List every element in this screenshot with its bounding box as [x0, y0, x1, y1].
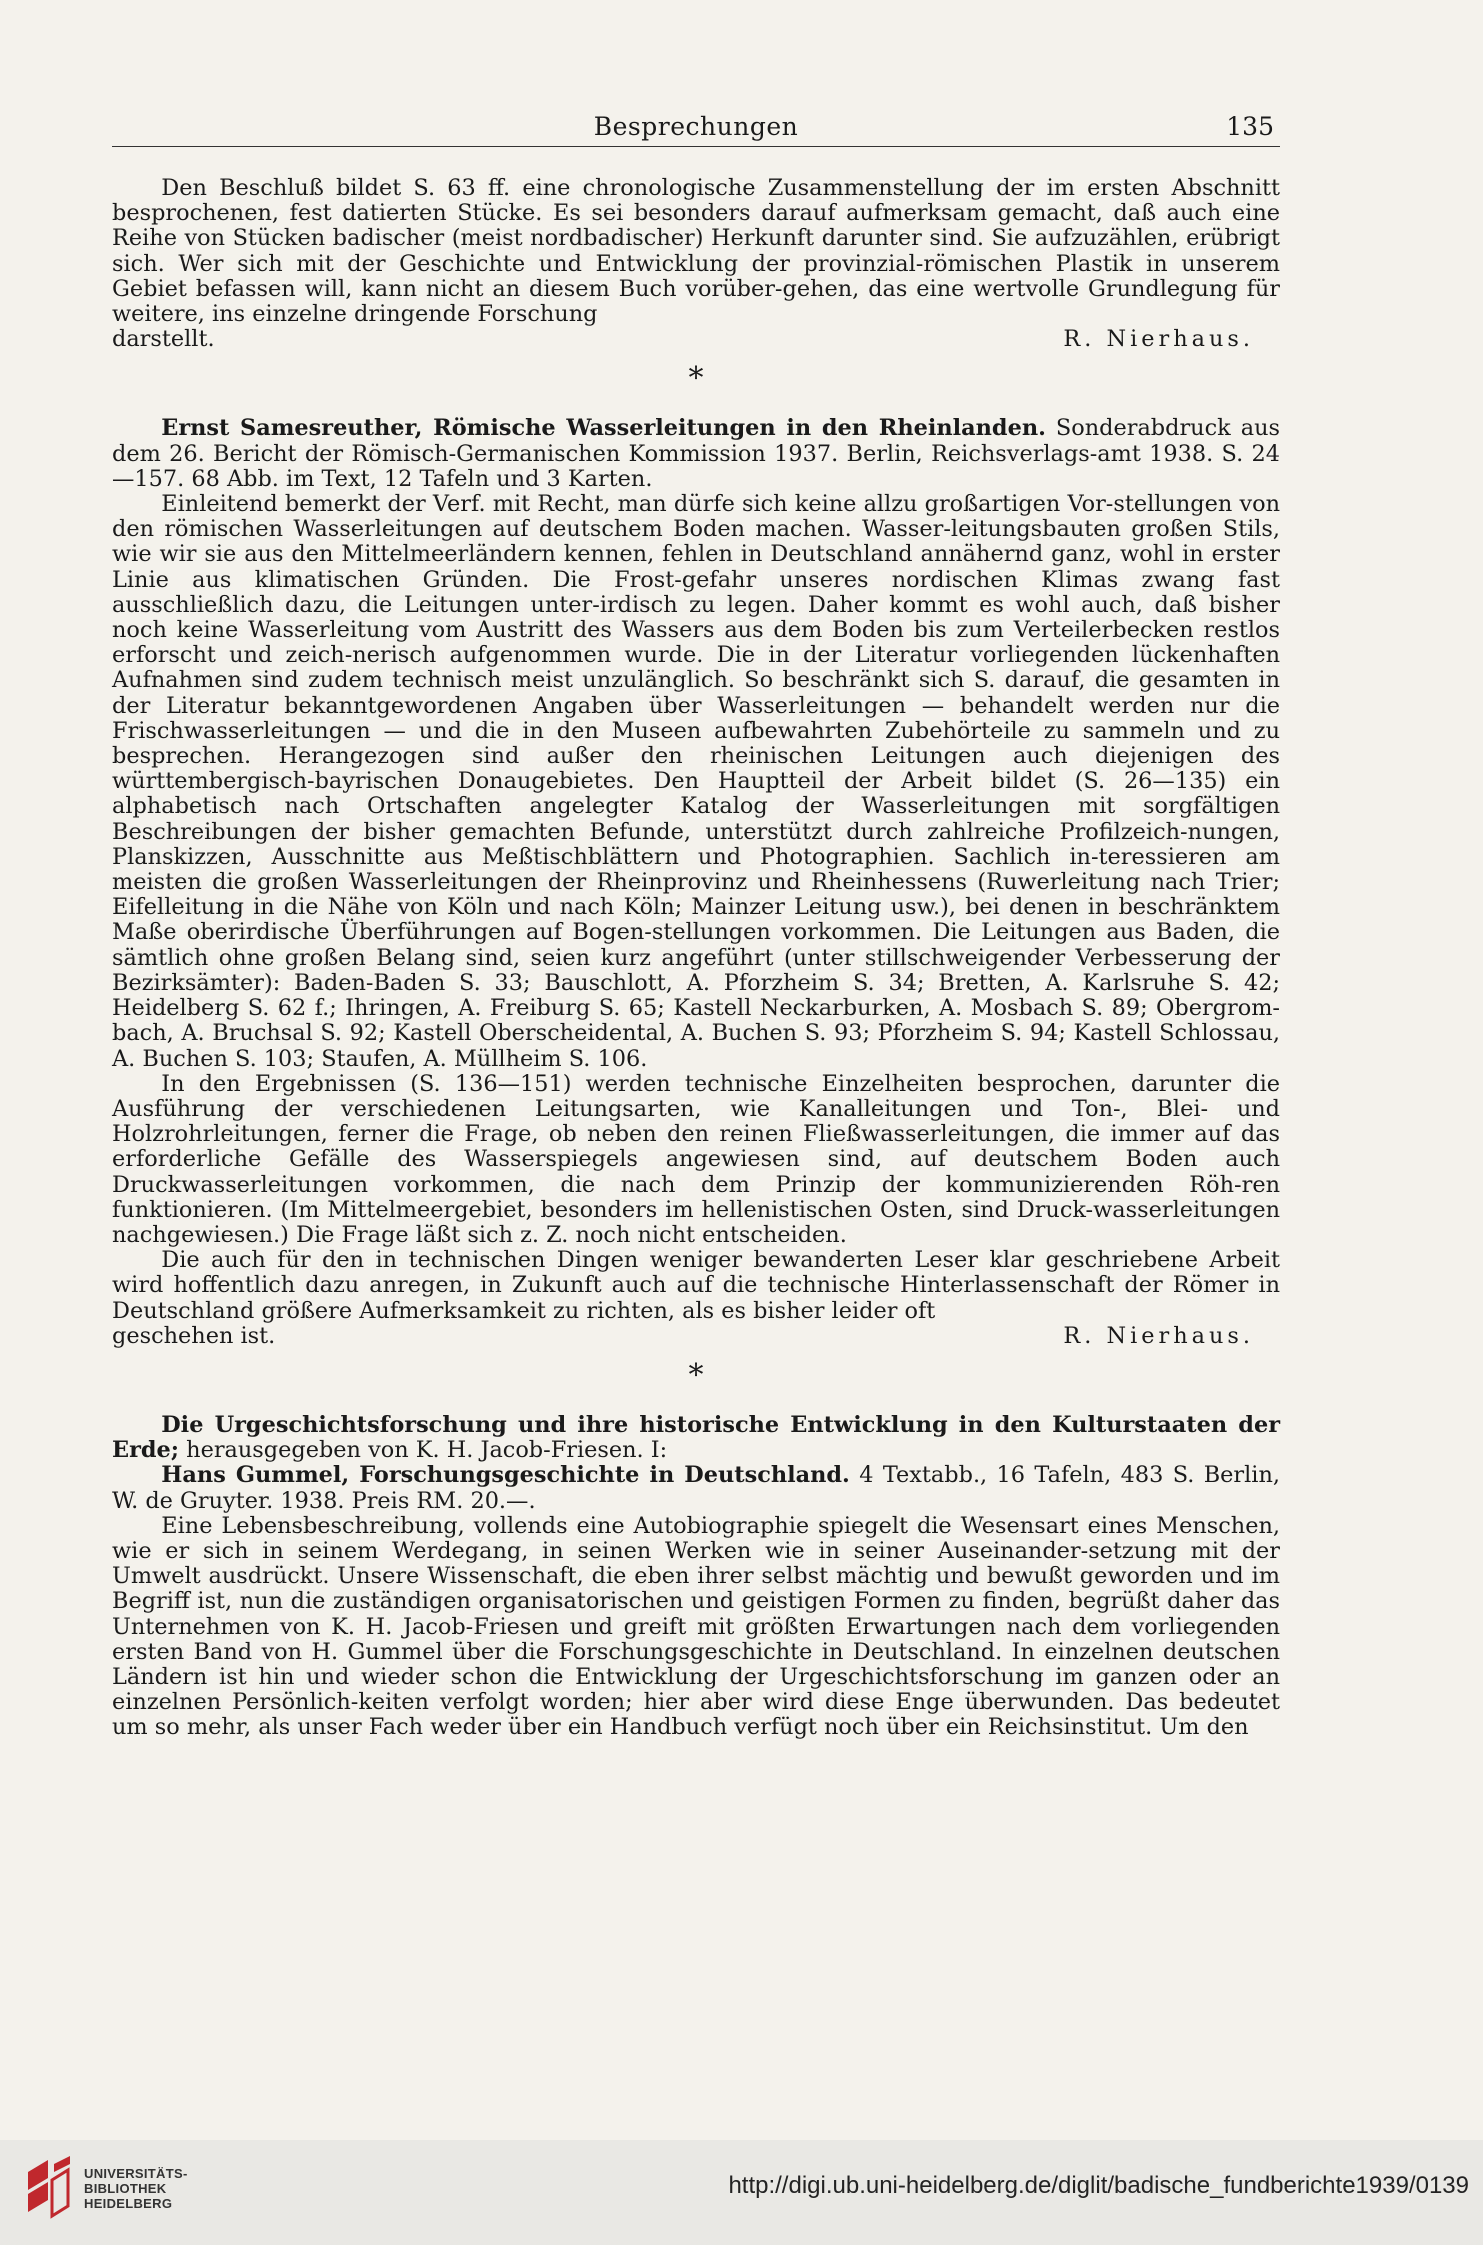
volume-title: Hans Gummel, Forschungsgeschichte in Deutschland.: [161, 1462, 850, 1489]
footer-bar: [0, 2140, 1483, 2245]
running-title: Besprechungen: [593, 112, 799, 141]
reviewer-signature: R. Nierhaus.: [1063, 1322, 1254, 1349]
reviewer-signature: R. Nierhaus.: [1063, 326, 1254, 353]
library-name-line: BIBLIOTHEK: [84, 2181, 167, 2196]
page-header: [112, 112, 1280, 147]
paragraph-last-line: geschehen ist.: [112, 1322, 276, 1349]
review-paragraph: Einleitend bemerkt der Verf. mit Recht, man dürfe sich keine allzu großartigen Vor-stellungen von den römischen Wasserleitungen auf deutschem Boden machen. Wasser-leitungsbauten großen Stils, wie wir sie aus den Mittelmeerländern kennen, fehlen in Deutschland annähernd ganz, wohl in erster Linie aus klimatischen Gründen. Die Frost-gefahr unseres nordischen Klimas zwang fast ausschließlich dazu, die Leitungen unter-irdisch zu legen. Daher kommt es wohl auch, daß bisher noch keine Wasserleitung vom Austritt des Wassers aus dem Boden bis zum Verteilerbecken restlos erforscht und zeich-nerisch aufgenommen wurde. Die in der Literatur vorliegenden lückenhaften Aufnahmen sind zudem technisch meist unzulänglich. So beschränkt sich S. darauf, die gesamten in der Literatur bekanntgewordenen Angaben über Wasserleitungen — behandelt werden nur die Frischwasserleitungen — und die in den Museen aufbewahrten Zubehörteile zu sammeln und zu besprechen. Herangezogen sind außer den rheinischen Leitungen auch diejenigen des württembergisch-bayrischen Donaugebietes. Den Hauptteil der Arbeit bildet (S. 26—135) ein alphabetisch nach Ortschaften angelegter Katalog der Wasserleitungen mit sorgfältigen Beschreibungen der bisher gemachten Befunde, unterstützt durch zahlreiche Profilzeich-nungen, Planskizzen, Ausschnitte aus Meßtischblättern und Photographien. Sachlich in-teressieren am meisten die großen Wasserleitungen der Rheinprovinz und Rheinhessens (Ruwerleitung nach Trier; Eifelleitung in die Nähe von Köln und nach Köln; Mainzer Leitung usw.), bei denen in beschränktem Maße oberirdische Überführungen auf Bogen-stellungen vorkommen. Die Leitungen aus Baden, die sämtlich ohne großen Belang sind, seien kurz angeführt (unter stillschweigender Verbesserung der Bezirksämter): Baden-Baden S. 33; Bauschlott, A. Pforzheim S. 34; Bretten, A. Karlsruhe S. 42; Heidelberg S. 62 f.; Ihringen, A. Freiburg S. 65; Kastell Neckarburken, A. Mosbach S. 89; Obergrom-bach, A. Bruchsal S. 92; Kastell Oberscheidental, A. Buchen S. 93; Pforzheim S. 94; Kastell Schlossau, A. Buchen S. 103; Staufen, A. Müllheim S. 106.: [112, 491, 1280, 1072]
review-title: Ernst Samesreuther, Römische Wasserleitungen in den Rheinlanden.: [161, 415, 1046, 442]
source-url-link[interactable]: http://digi.ub.uni-heidelberg.de/diglit/badische_fundberichte1939/0139: [728, 2172, 1469, 2199]
library-name-line: HEIDELBERG: [84, 2196, 173, 2211]
review-paragraph: Die auch für den in technischen Dingen weniger bewanderten Leser klar geschriebene Arbeit wird hoffentlich dazu anregen, in Zukunft auch auf die technische Hinterlassenschaft der Römer in Deutschland größere Aufmerksamkeit zu richten, als es bisher leider oft: [112, 1247, 1280, 1324]
library-name: [84, 2166, 188, 2211]
signature-line: [112, 1324, 1280, 1349]
page-content: [112, 176, 1280, 1741]
review-samesreuther-wasserleitungen: [112, 416, 1280, 1349]
series-title: Die Urgeschichtsforschung und ihre historische Entwicklung in den Kulturstaaten der Erde;: [112, 1411, 1280, 1464]
review-gummel-forschungsgeschichte: [112, 1413, 1280, 1741]
signature-line: [112, 327, 1280, 352]
review-citation: [112, 416, 1280, 492]
section-separator: *: [688, 1357, 704, 1393]
section-separator: *: [688, 361, 704, 397]
review-paragraph: Den Beschluß bildet S. 63 ff. eine chronologische Zusammenstellung der im ersten Abschnitt besprochenen, fest datierten Stücke. Es sei besonders darauf aufmerksam gemacht, daß auch eine Reihe von Stücken badischer (meist nordbadischer) Herkunft darunter sind. Sie aufzuzählen, erübrigt sich. Wer sich mit der Geschichte und Entwicklung der provinzial-römischen Plastik in unserem Gebiet befassen will, kann nicht an diesem Buch vorüber-gehen, das eine wertvolle Grundlegung für weitere, ins einzelne dringende Forschung: [112, 175, 1280, 328]
review-citation: [112, 1413, 1280, 1463]
review-nierhaus-plastik: [112, 176, 1280, 352]
page-number: 135: [1226, 112, 1274, 141]
series-editor: herausgegeben von K. H. Jacob-Friesen. I:: [179, 1437, 668, 1464]
review-publication-details: Sonderabdruck aus dem 26. Bericht der Römisch-Germanischen Kommission 1937. Berlin, Reichsverlags-amt 1938. S. 24—157. 68 Abb. im Text, 12 Tafeln und 3 Karten.: [112, 415, 1280, 492]
review-citation-volume: [112, 1463, 1280, 1513]
library-name-line: UNIVERSITÄTS-: [84, 2166, 188, 2181]
ub-heidelberg-logo-icon[interactable]: [18, 2156, 78, 2226]
review-paragraph: Eine Lebensbeschreibung, vollends eine Autobiographie spiegelt die Wesensart eines Menschen, wie er sich in seinem Werdegang, in seinen Werken wie in seiner Auseinander-setzung mit der Umwelt ausdrückt. Unsere Wissenschaft, die eben ihrer selbst mächtig und bewußt geworden und im Begriff ist, nun die zuständigen organisatorischen und geistigen Formen zu finden, begrüßt daher das Unternehmen von K. H. Jacob-Friesen und greift mit größten Erwartungen nach dem vorliegenden ersten Band von H. Gummel über die Forschungsgeschichte in Deutschland. In einzelnen deutschen Ländern ist hin und wieder schon die Entwicklung der Urgeschichtsforschung im ganzen oder an einzelnen Persönlich-keiten verfolgt worden; hier aber wird diese Enge überwunden. Das bedeutet um so mehr, als unser Fach weder über ein Handbuch verfügt noch über ein Reichsinstitut. Um den: [112, 1512, 1280, 1741]
review-paragraph: In den Ergebnissen (S. 136—151) werden technische Einzelheiten besprochen, darunter die Ausführung der verschiedenen Leitungsarten, wie Kanalleitungen und Ton-, Blei- und Holzrohrleitungen, ferner die Frage, ob neben den reinen Fließwasserleitungen, die immer auf das erforderliche Gefälle des Wasserspiegels angewiesen sind, auf deutschem Boden auch Druckwasserleitungen vorkommen, die nach dem Prinzip der kommunizierenden Röh-ren funktionieren. (Im Mittelmeergebiet, besonders im hellenistischen Osten, sind Druck-wasserleitungen nachgewiesen.) Die Frage läßt sich z. Z. noch nicht entscheiden.: [112, 1070, 1280, 1248]
paragraph-last-line: darstellt.: [112, 326, 215, 353]
volume-publication-details: 4 Textabb., 16 Tafeln, 483 S. Berlin, W. de Gruyter. 1938. Preis RM. 20.—.: [112, 1462, 1280, 1514]
